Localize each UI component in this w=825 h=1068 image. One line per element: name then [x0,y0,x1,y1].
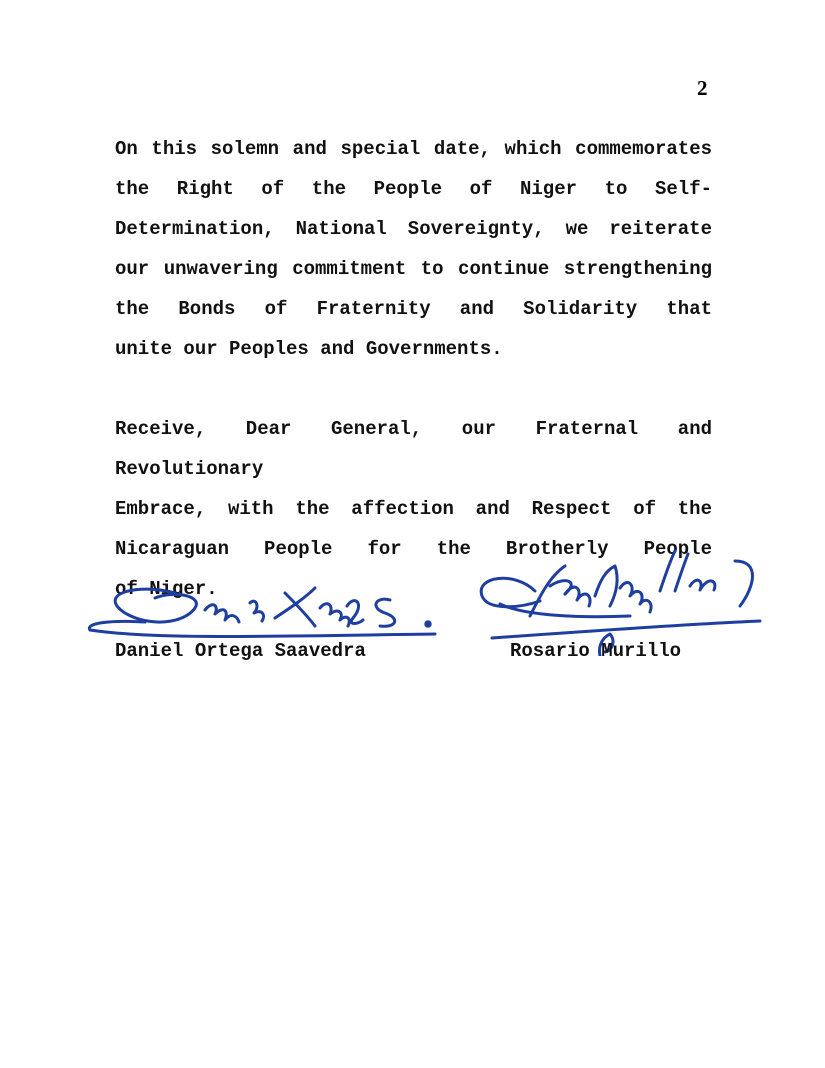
page-number: 2 [697,76,708,100]
paragraph-line: unite our Peoples and Governments. [115,338,503,360]
paragraph-line: Embrace, with the affection and Respect of the [115,498,712,520]
signatory-name-right: Rosario Murillo [510,640,682,662]
paragraph-line: the Right of the People of Niger to Self- [115,178,712,200]
paragraph-line: Receive, Dear General, our Fraternal and Revolutionary [115,418,712,480]
paragraph-line: Nicaraguan People for the Brotherly People [115,538,712,560]
paragraph-line: of Niger. [115,578,218,600]
paragraph-line: On this solemn and special date, which commemorates [115,138,712,160]
signatory-name-left: Daniel Ortega Saavedra [115,640,366,662]
paragraph-line: the Bonds of Fraternity and Solidarity that [115,298,712,320]
signature-daniel-ortega [85,578,445,642]
paragraph-line: our unwavering commitment to continue strengthening [115,258,712,280]
paragraph-commitment [115,129,712,369]
paragraph-line: Determination, National Sovereignty, we reiterate [115,218,712,240]
